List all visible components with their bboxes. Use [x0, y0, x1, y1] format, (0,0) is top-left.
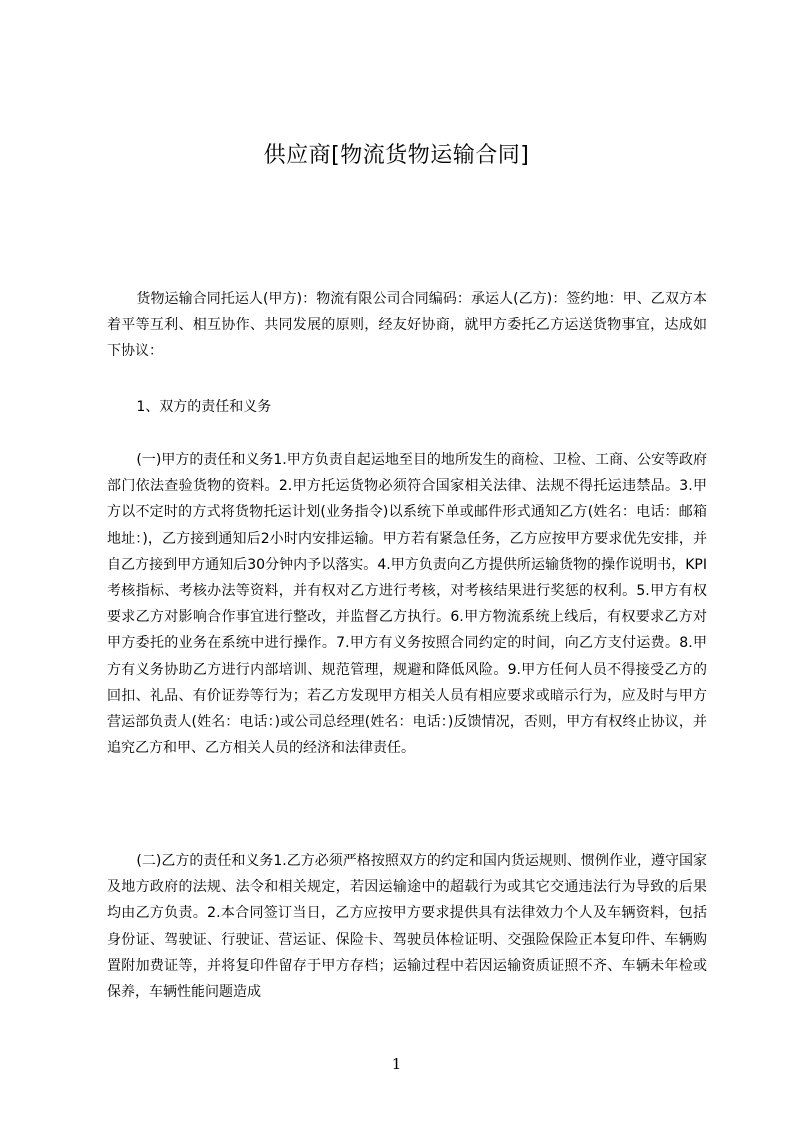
party-b-obligations-paragraph: (二)乙方的责任和义务1.乙方必须严格按照双方的约定和国内货运规则、惯例作业，遵守国家及地方政府的法规、法令和相关规定，若因运输途中的超载行为或其它交通违法行为导致的后果均由乙方负责。2.本合同签订当日，乙方应按甲方要求提供具有法律效力个人及车辆资料，包括身份证、驾驶证、行驶证、营运证、保险卡、驾驶员体检证明、交强险保险正本复印件、车辆购置附加费证等，并将复印件留存于甲方存档；运输过程中若因运输资质证照不齐、车辆未年检或保养，车辆性能问题造成 [107, 853, 707, 1001]
intro-paragraph: 货物运输合同托运人(甲方)：物流有限公司合同编码：承运人(乙方)：签约地：甲、乙双方本着平等互利、相互协作、共同发展的原则，经友好协商，就甲方委托乙方运送货物事宜，达成如下协议： [107, 291, 707, 360]
party-a-obligations-paragraph: (一)甲方的责任和义务1.甲方负责自起运地至目的地所发生的商检、卫检、工商、公安等政府部门依法查验货物的资料。2.甲方托运货物必须符合国家相关法律、法规不得托运违禁品。3.甲方以不定时的方式将货物托运计划(业务指令)以系统下单或邮件形式通知乙方(姓名：电话：邮箱地址：)，乙方接到通知后2小时内安排运输。甲方若有紧急任务，乙方应按甲方要求优先安排，并自乙方接到甲方通知后30分钟内予以落实。4.甲方负责向乙方提供所运输货物的操作说明书，KPI考核指标、考核办法等资料，并有权对乙方进行考核，对考核结果进行奖惩的权利。5.甲方有权要求乙方对影响合作事宜进行整改，并监督乙方执行。6.甲方物流系统上线后，有权要求乙方对甲方委托的业务在系统中进行操作。7.甲方有义务按照合同约定的时间，向乙方支付运费。8.甲方有义务协助乙方进行内部培训、规范管理，规避和降低风险。9.甲方任何人员不得接受乙方的回扣、礼品、有价证券等行为；若乙方发现甲方相关人员有相应要求或暗示行为，应及时与甲方营运部负责人(姓名：电话：)或公司总经理(姓名：电话：)反馈情况，否则，甲方有权终止协议，并追究乙方和甲、乙方相关人员的经济和法律责任。 [107, 452, 707, 757]
document-title: 供应商[物流货物运输合同] [263, 143, 530, 168]
section-heading: 1、双方的责任和义务 [136, 399, 272, 415]
page-number: 1 [391, 1055, 402, 1073]
